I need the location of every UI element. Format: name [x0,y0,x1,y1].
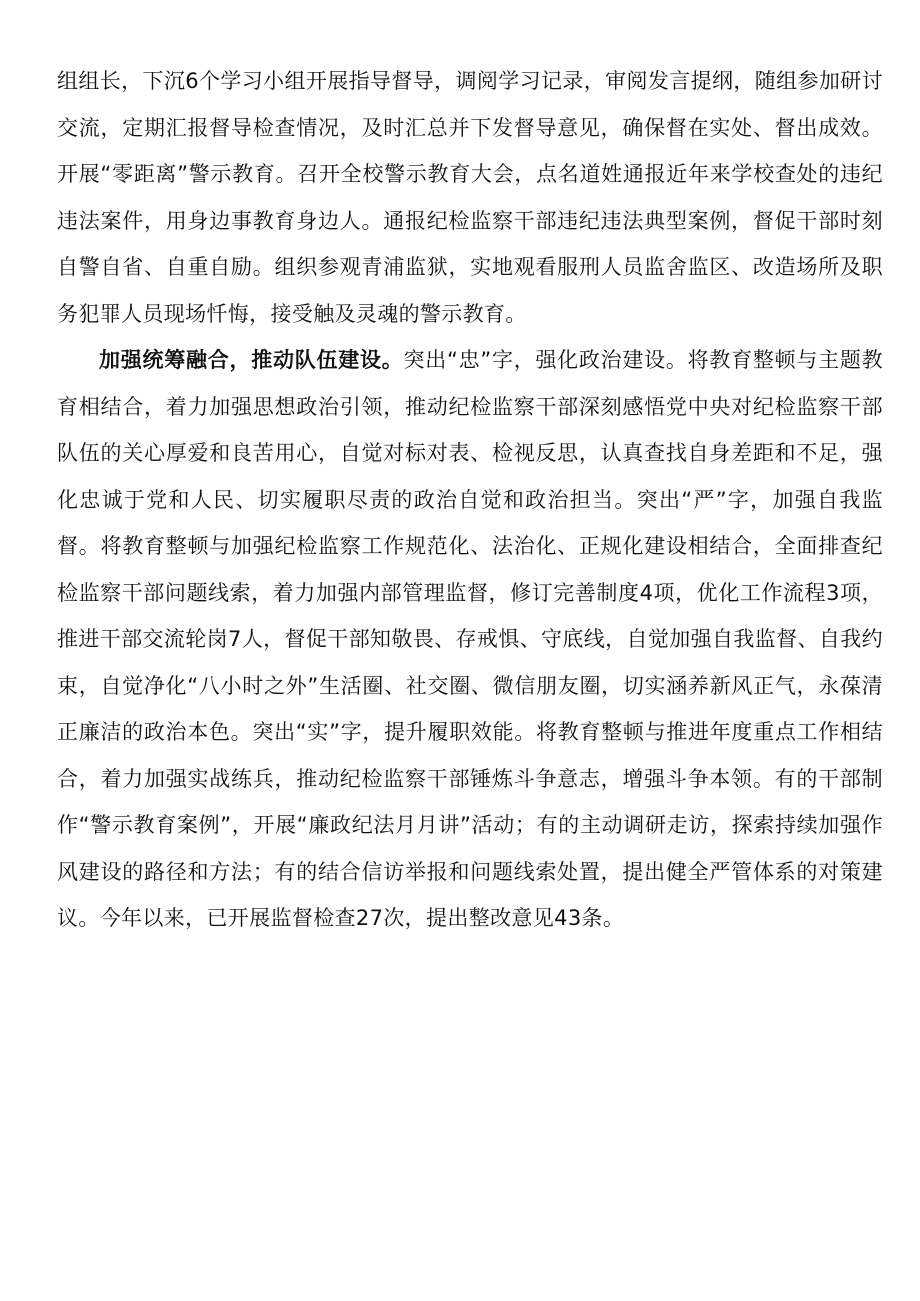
paragraph-team-building [57,337,883,942]
paragraph-body: 组组长，下沉6个学习小组开展指导督导，调阅学习记录，审阅发言提纲，随组参加研讨交流，定期汇报督导检查情况，及时汇总并下发督导意见，确保督在实处、督出成效。开展“零距离”警示教育。召开全校警示教育大会，点名道姓通报近年来学校查处的违纪违法案件，用身边事教育身边人。通报纪检监察干部违纪违法典型案例，督促干部时刻自警自省、自重自励。组织参观青浦监狱，实地观看服刑人员监舍监区、改造场所及职务犯罪人员现场忏悔，接受触及灵魂的警示教育。 [57,69,883,326]
paragraph-heading: 加强统筹融合，推动队伍建设。 [99,348,404,372]
paragraph-body: 突出“忠”字，强化政治建设。将教育整顿与主题教育相结合，着力加强思想政治引领，推动纪检监察干部深刻感悟党中央对纪检监察干部队伍的关心厚爱和良苦用心，自觉对标对表、检视反思，认真查找自身差距和不足，强化忠诚于党和人民、切实履职尽责的政治自觉和政治担当。突出“严”字，加强自我监督。将教育整顿与加强纪检监察工作规范化、法治化、正规化建设相结合，全面排查纪检监察干部问题线索，着力加强内部管理监督，修订完善制度4项，优化工作流程3项，推进干部交流轮岗7人，督促干部知敬畏、存戒惧、守底线，自觉加强自我监督、自我约束，自觉净化“八小时之外”生活圈、社交圈、微信朋友圈，切实涵养新风正气，永葆清正廉洁的政治本色。突出“实”字，提升履职效能。将教育整顿与推进年度重点工作相结合，着力加强实战练兵，推动纪检监察干部锤炼斗争意志，增强斗争本领。有的干部制作“警示教育案例”，开展“廉政纪法月月讲”活动；有的主动调研走访，探索持续加强作风建设的路径和方法；有的结合信访举报和问题线索处置，提出健全严管体系的对策建议。今年以来，已开展监督检查27次，提出整改意见43条。 [57,348,883,930]
paragraph-continued [57,58,883,337]
document-page [57,58,883,942]
